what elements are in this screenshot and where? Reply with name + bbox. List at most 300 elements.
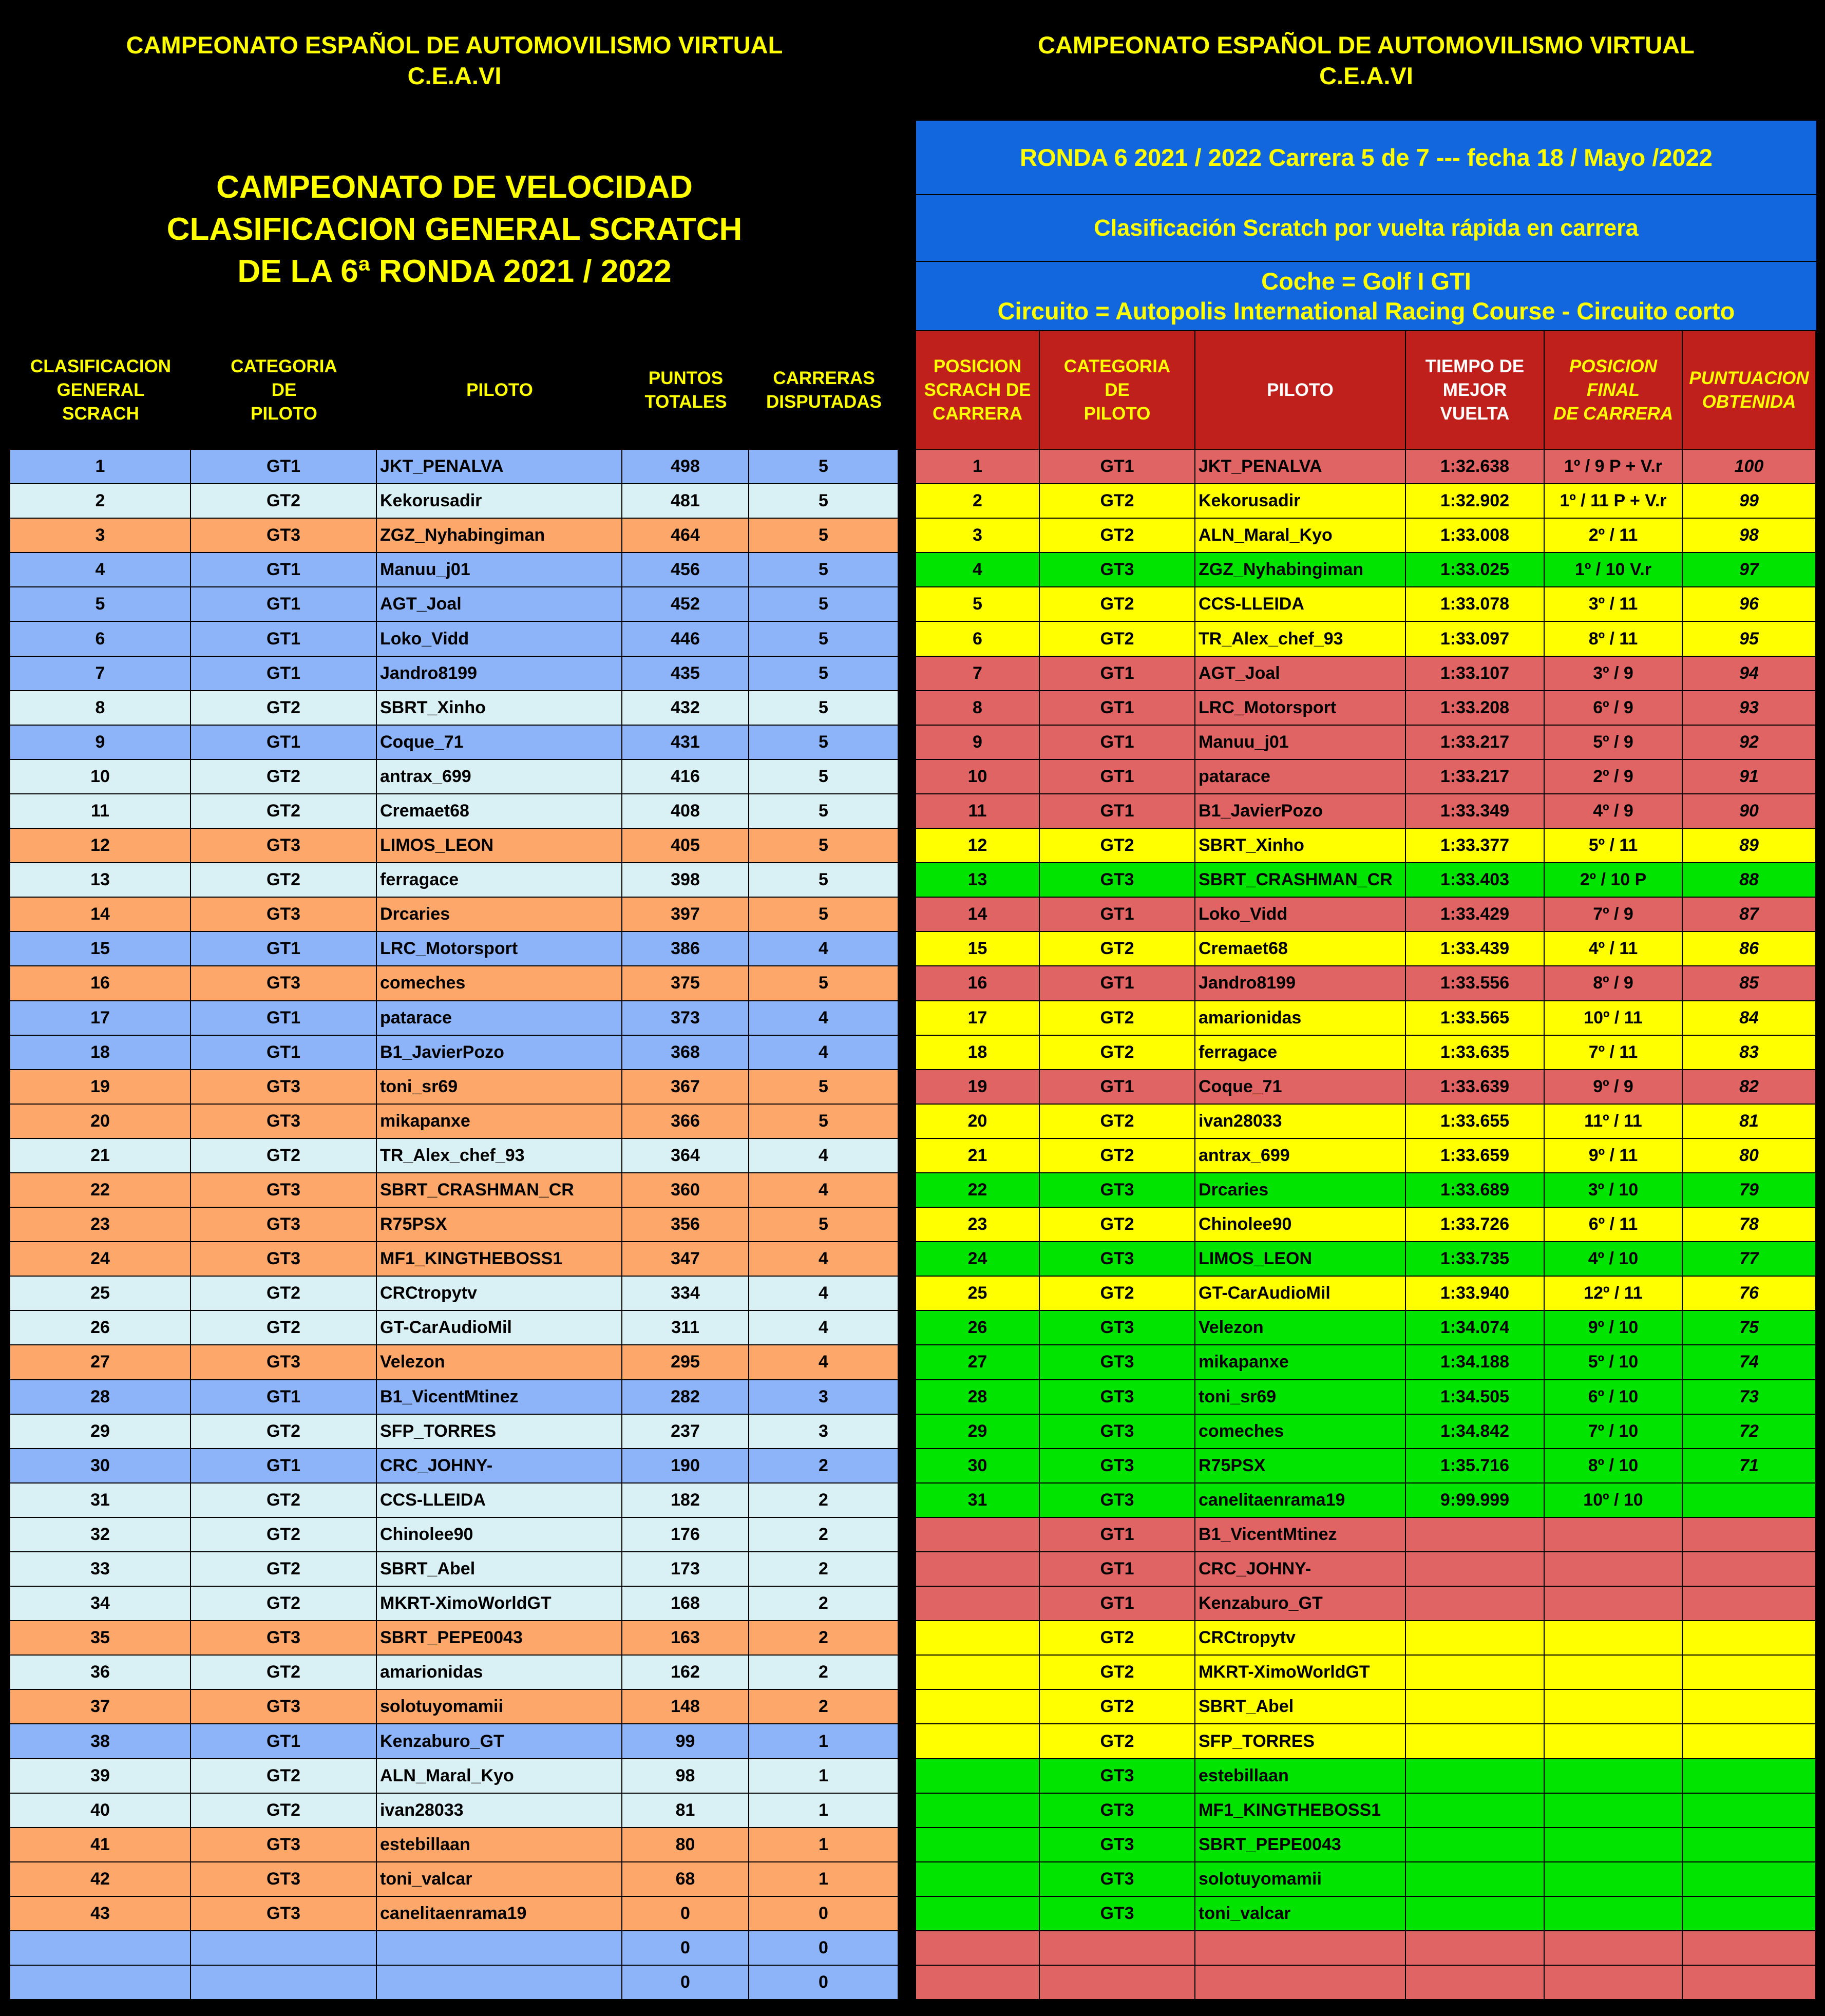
- final-position-cell: 12º / 11: [1545, 1277, 1683, 1311]
- general-position-cell: 41: [10, 1828, 191, 1862]
- race-position-cell: [916, 1518, 1040, 1552]
- best-lap-cell: 1:34.505: [1406, 1380, 1545, 1415]
- pilot-cell: ALN_Maral_Kyo: [377, 1759, 622, 1794]
- points-obtained-cell: [1683, 1897, 1816, 1931]
- category-cell: GT2: [191, 794, 377, 829]
- best-lap-cell: 1:33.403: [1406, 863, 1545, 898]
- best-lap-cell: 1:33.940: [1406, 1277, 1545, 1311]
- points-obtained-cell: 79: [1683, 1173, 1816, 1208]
- race-result-row: [916, 1173, 1816, 1208]
- left-org-name: CAMPEONATO ESPAÑOL DE AUTOMOVILISMO VIRTUAL: [126, 31, 783, 59]
- total-points-cell: 173: [622, 1552, 749, 1587]
- race-position-cell: 16: [916, 966, 1040, 1001]
- standings-row: [10, 1931, 899, 1966]
- col-header-race-pilot: PILOTO: [1195, 331, 1406, 449]
- final-position-cell: 2º / 10 P: [1545, 863, 1683, 898]
- race-pilot-cell: [1195, 1966, 1406, 2000]
- race-category-cell: GT1: [1040, 450, 1195, 484]
- general-position-cell: 7: [10, 657, 191, 691]
- race-position-cell: 1: [916, 450, 1040, 484]
- general-position-cell: 12: [10, 829, 191, 863]
- best-lap-cell: 1:32.902: [1406, 484, 1545, 519]
- points-obtained-cell: 97: [1683, 553, 1816, 587]
- general-position-cell: [10, 1966, 191, 2000]
- race-position-cell: [916, 1690, 1040, 1724]
- race-category-cell: GT1: [1040, 794, 1195, 829]
- general-position-cell: 19: [10, 1070, 191, 1105]
- race-pilot-cell: Manuu_j01: [1195, 726, 1406, 760]
- pilot-cell: R75PSX: [377, 1208, 622, 1242]
- race-result-row: [916, 760, 1816, 794]
- race-category-cell: GT2: [1040, 1724, 1195, 1759]
- total-points-cell: 81: [622, 1794, 749, 1828]
- total-points-cell: 295: [622, 1345, 749, 1380]
- total-points-cell: 163: [622, 1621, 749, 1656]
- race-pilot-cell: B1_VicentMtinez: [1195, 1518, 1406, 1552]
- points-obtained-cell: 96: [1683, 587, 1816, 622]
- points-obtained-cell: 90: [1683, 794, 1816, 829]
- final-position-cell: [1545, 1966, 1683, 2000]
- total-points-cell: 398: [622, 863, 749, 898]
- race-result-row: [916, 1931, 1816, 1966]
- standings-row: [10, 1105, 899, 1139]
- total-points-cell: 0: [622, 1931, 749, 1966]
- race-pilot-cell: CCS-LLEIDA: [1195, 587, 1406, 622]
- final-position-cell: 7º / 9: [1545, 898, 1683, 932]
- total-points-cell: 98: [622, 1759, 749, 1794]
- pilot-cell: SBRT_PEPE0043: [377, 1621, 622, 1656]
- race-position-cell: [916, 1931, 1040, 1966]
- race-category-cell: GT3: [1040, 1311, 1195, 1345]
- race-category-cell: GT3: [1040, 1380, 1195, 1415]
- races-played-cell: 2: [749, 1690, 899, 1724]
- points-obtained-cell: 81: [1683, 1105, 1816, 1139]
- car-circuit-box: [916, 262, 1816, 331]
- race-category-cell: GT2: [1040, 622, 1195, 656]
- category-cell: GT3: [191, 1345, 377, 1380]
- general-position-cell: 2: [10, 484, 191, 519]
- race-result-row: [916, 1001, 1816, 1036]
- general-position-cell: 31: [10, 1484, 191, 1518]
- races-played-cell: 4: [749, 932, 899, 966]
- standings-row: [10, 1724, 899, 1759]
- points-obtained-cell: [1683, 1621, 1816, 1656]
- total-points-cell: 176: [622, 1518, 749, 1552]
- standings-row: [10, 622, 899, 656]
- general-position-cell: 10: [10, 760, 191, 794]
- pilot-cell: Velezon: [377, 1345, 622, 1380]
- col-header-pilot: PILOTO: [466, 380, 533, 400]
- race-result-row: [916, 726, 1816, 760]
- standings-row: [10, 553, 899, 587]
- category-cell: GT2: [191, 1587, 377, 1621]
- final-position-cell: 9º / 11: [1545, 1139, 1683, 1173]
- category-cell: GT2: [191, 1759, 377, 1794]
- standings-row: [10, 1380, 899, 1415]
- race-category-cell: GT3: [1040, 1828, 1195, 1862]
- pilot-cell: patarace: [377, 1001, 622, 1036]
- race-category-cell: GT2: [1040, 484, 1195, 519]
- best-lap-cell: [1406, 1862, 1545, 1897]
- pilot-cell: LRC_Motorsport: [377, 932, 622, 966]
- race-result-row: [916, 1449, 1816, 1484]
- points-obtained-cell: [1683, 1724, 1816, 1759]
- race-result-row: [916, 553, 1816, 587]
- total-points-cell: 375: [622, 966, 749, 1001]
- race-position-cell: 30: [916, 1449, 1040, 1484]
- round-info: RONDA 6 2021 / 2022 Carrera 5 de 7 --- fecha 18 / Mayo /2022: [1020, 143, 1713, 171]
- race-category-cell: GT3: [1040, 1862, 1195, 1897]
- race-result-row: [916, 1552, 1816, 1587]
- total-points-cell: 367: [622, 1070, 749, 1105]
- final-position-cell: [1545, 1552, 1683, 1587]
- points-obtained-cell: 83: [1683, 1036, 1816, 1070]
- category-cell: GT2: [191, 1277, 377, 1311]
- race-result-row: [916, 450, 1816, 484]
- race-result-row: [916, 932, 1816, 966]
- final-position-cell: 10º / 11: [1545, 1001, 1683, 1036]
- car-info: Coche = Golf I GTI: [1261, 267, 1471, 295]
- points-obtained-cell: 100: [1683, 450, 1816, 484]
- pilot-cell: SBRT_Abel: [377, 1552, 622, 1587]
- final-position-cell: [1545, 1759, 1683, 1794]
- points-obtained-cell: 91: [1683, 760, 1816, 794]
- races-played-cell: 2: [749, 1587, 899, 1621]
- race-position-cell: 18: [916, 1036, 1040, 1070]
- standings-row: [10, 1001, 899, 1036]
- race-pilot-cell: Loko_Vidd: [1195, 898, 1406, 932]
- pilot-cell: SBRT_Xinho: [377, 691, 622, 726]
- general-position-cell: 8: [10, 691, 191, 726]
- final-position-cell: 8º / 10: [1545, 1449, 1683, 1484]
- standings-row: [10, 1208, 899, 1242]
- general-position-cell: 36: [10, 1656, 191, 1690]
- race-category-cell: GT3: [1040, 1449, 1195, 1484]
- race-pilot-cell: JKT_PENALVA: [1195, 450, 1406, 484]
- general-position-cell: 6: [10, 622, 191, 656]
- race-pilot-cell: ivan28033: [1195, 1105, 1406, 1139]
- category-cell: GT2: [191, 1484, 377, 1518]
- standings-row: [10, 1759, 899, 1794]
- race-position-cell: 15: [916, 932, 1040, 966]
- race-result-row: [916, 829, 1816, 863]
- races-played-cell: 4: [749, 1001, 899, 1036]
- total-points-cell: 0: [622, 1966, 749, 2000]
- category-cell: GT3: [191, 1621, 377, 1656]
- standings-row: [10, 1794, 899, 1828]
- total-points-cell: 237: [622, 1415, 749, 1449]
- category-cell: GT1: [191, 932, 377, 966]
- right-table-header: [916, 331, 1816, 449]
- general-position-cell: [10, 1931, 191, 1966]
- race-category-cell: GT1: [1040, 1070, 1195, 1105]
- standings-row: [10, 1139, 899, 1173]
- final-position-cell: 1º / 11 P + V.r: [1545, 484, 1683, 519]
- best-lap-cell: 9:99.999: [1406, 1484, 1545, 1518]
- race-category-cell: GT2: [1040, 1690, 1195, 1724]
- standings-row: [10, 1311, 899, 1345]
- points-obtained-cell: 99: [1683, 484, 1816, 519]
- general-position-cell: 24: [10, 1242, 191, 1277]
- points-obtained-cell: 86: [1683, 932, 1816, 966]
- pilot-cell: SFP_TORRES: [377, 1415, 622, 1449]
- points-obtained-cell: [1683, 1587, 1816, 1621]
- race-position-cell: 23: [916, 1208, 1040, 1242]
- points-obtained-cell: [1683, 1794, 1816, 1828]
- points-obtained-cell: [1683, 1690, 1816, 1724]
- race-pilot-cell: CRC_JOHNY-: [1195, 1552, 1406, 1587]
- race-category-cell: GT1: [1040, 1552, 1195, 1587]
- standings-row: [10, 1484, 899, 1518]
- best-lap-cell: 1:33.735: [1406, 1242, 1545, 1277]
- total-points-cell: 168: [622, 1587, 749, 1621]
- final-position-cell: [1545, 1828, 1683, 1862]
- race-position-cell: [916, 1587, 1040, 1621]
- race-pilot-cell: GT-CarAudioMil: [1195, 1277, 1406, 1311]
- race-category-cell: GT3: [1040, 1345, 1195, 1380]
- race-category-cell: GT2: [1040, 1208, 1195, 1242]
- best-lap-cell: [1406, 1828, 1545, 1862]
- general-position-cell: 27: [10, 1345, 191, 1380]
- best-lap-cell: 1:33.208: [1406, 691, 1545, 726]
- subtitle-box: [916, 195, 1816, 262]
- points-obtained-cell: 87: [1683, 898, 1816, 932]
- points-obtained-cell: 94: [1683, 657, 1816, 691]
- standings-row: [10, 932, 899, 966]
- races-played-cell: 4: [749, 1173, 899, 1208]
- races-played-cell: 3: [749, 1380, 899, 1415]
- category-cell: [191, 1966, 377, 2000]
- best-lap-cell: 1:33.078: [1406, 587, 1545, 622]
- race-position-cell: [916, 1621, 1040, 1656]
- best-lap-cell: 1:33.565: [1406, 1001, 1545, 1036]
- race-category-cell: GT3: [1040, 1794, 1195, 1828]
- total-points-cell: 405: [622, 829, 749, 863]
- races-played-cell: 5: [749, 587, 899, 622]
- standings-row: [10, 1345, 899, 1380]
- race-category-cell: GT3: [1040, 553, 1195, 587]
- race-result-row: [916, 1380, 1816, 1415]
- races-played-cell: 5: [749, 966, 899, 1001]
- left-main-title: [10, 166, 899, 293]
- final-position-cell: 7º / 11: [1545, 1036, 1683, 1070]
- total-points-cell: 416: [622, 760, 749, 794]
- race-position-cell: 8: [916, 691, 1040, 726]
- total-points-cell: 162: [622, 1656, 749, 1690]
- race-result-row: [916, 1587, 1816, 1621]
- points-obtained-cell: 77: [1683, 1242, 1816, 1277]
- race-category-cell: GT1: [1040, 691, 1195, 726]
- final-position-cell: 5º / 9: [1545, 726, 1683, 760]
- race-category-cell: GT2: [1040, 1656, 1195, 1690]
- races-played-cell: 2: [749, 1621, 899, 1656]
- best-lap-cell: 1:32.638: [1406, 450, 1545, 484]
- pilot-cell: CCS-LLEIDA: [377, 1484, 622, 1518]
- races-played-cell: 3: [749, 1415, 899, 1449]
- best-lap-cell: 1:33.556: [1406, 966, 1545, 1001]
- race-pilot-cell: comeches: [1195, 1415, 1406, 1449]
- pilot-cell: Coque_71: [377, 726, 622, 760]
- total-points-cell: 148: [622, 1690, 749, 1724]
- races-played-cell: 5: [749, 657, 899, 691]
- total-points-cell: 432: [622, 691, 749, 726]
- race-pilot-cell: B1_JavierPozo: [1195, 794, 1406, 829]
- race-pilot-cell: Kekorusadir: [1195, 484, 1406, 519]
- pilot-cell: ivan28033: [377, 1794, 622, 1828]
- pilot-cell: MKRT-XimoWorldGT: [377, 1587, 622, 1621]
- race-result-row: [916, 1518, 1816, 1552]
- points-obtained-cell: [1683, 1518, 1816, 1552]
- category-cell: GT2: [191, 1794, 377, 1828]
- total-points-cell: 373: [622, 1001, 749, 1036]
- races-played-cell: 4: [749, 1311, 899, 1345]
- race-position-cell: 28: [916, 1380, 1040, 1415]
- pilot-cell: mikapanxe: [377, 1105, 622, 1139]
- best-lap-cell: [1406, 1518, 1545, 1552]
- final-position-cell: 11º / 11: [1545, 1105, 1683, 1139]
- race-result-row: [916, 657, 1816, 691]
- final-position-cell: [1545, 1724, 1683, 1759]
- pilot-cell: [377, 1966, 622, 2000]
- best-lap-cell: 1:33.635: [1406, 1036, 1545, 1070]
- race-pilot-cell: SBRT_Xinho: [1195, 829, 1406, 863]
- race-position-cell: [916, 1759, 1040, 1794]
- category-cell: GT3: [191, 1208, 377, 1242]
- race-position-cell: 9: [916, 726, 1040, 760]
- race-pilot-cell: LRC_Motorsport: [1195, 691, 1406, 726]
- right-org-title: [916, 30, 1816, 91]
- standings-row: [10, 829, 899, 863]
- standings-row: [10, 657, 899, 691]
- races-played-cell: 2: [749, 1518, 899, 1552]
- category-cell: GT3: [191, 966, 377, 1001]
- race-pilot-cell: TR_Alex_chef_93: [1195, 622, 1406, 656]
- standings-row: [10, 1862, 899, 1897]
- final-position-cell: [1545, 1690, 1683, 1724]
- race-category-cell: GT2: [1040, 1036, 1195, 1070]
- category-cell: GT1: [191, 587, 377, 622]
- col-header-races-played: CARRERAS DISPUTADAS: [766, 368, 882, 412]
- race-pilot-cell: toni_sr69: [1195, 1380, 1406, 1415]
- standings-row: [10, 484, 899, 519]
- final-position-cell: 3º / 9: [1545, 657, 1683, 691]
- race-result-row: [916, 1036, 1816, 1070]
- race-category-cell: GT3: [1040, 1759, 1195, 1794]
- best-lap-cell: 1:33.217: [1406, 760, 1545, 794]
- pilot-cell: GT-CarAudioMil: [377, 1311, 622, 1345]
- race-result-row: [916, 519, 1816, 553]
- final-position-cell: [1545, 1621, 1683, 1656]
- points-obtained-cell: 71: [1683, 1449, 1816, 1484]
- category-cell: GT3: [191, 1070, 377, 1105]
- races-played-cell: 1: [749, 1828, 899, 1862]
- race-result-row: [916, 863, 1816, 898]
- race-category-cell: GT3: [1040, 1415, 1195, 1449]
- col-header-general-position: CLASIFICACION GENERAL SCRACH: [30, 356, 172, 424]
- final-position-cell: 5º / 10: [1545, 1345, 1683, 1380]
- pilot-cell: toni_valcar: [377, 1862, 622, 1897]
- race-position-cell: 22: [916, 1173, 1040, 1208]
- race-category-cell: GT3: [1040, 1242, 1195, 1277]
- left-title-line2: CLASIFICACION GENERAL SCRATCH: [166, 212, 743, 247]
- general-position-cell: 40: [10, 1794, 191, 1828]
- race-position-cell: [916, 1656, 1040, 1690]
- points-obtained-cell: 88: [1683, 863, 1816, 898]
- final-position-cell: 6º / 11: [1545, 1208, 1683, 1242]
- races-played-cell: 2: [749, 1552, 899, 1587]
- races-played-cell: 4: [749, 1277, 899, 1311]
- category-cell: GT2: [191, 484, 377, 519]
- total-points-cell: 452: [622, 587, 749, 622]
- points-obtained-cell: 85: [1683, 966, 1816, 1001]
- final-position-cell: 6º / 10: [1545, 1380, 1683, 1415]
- category-cell: GT2: [191, 863, 377, 898]
- final-position-cell: 1º / 10 V.r: [1545, 553, 1683, 587]
- total-points-cell: 190: [622, 1449, 749, 1484]
- total-points-cell: 435: [622, 657, 749, 691]
- category-cell: GT2: [191, 760, 377, 794]
- final-position-cell: 8º / 11: [1545, 622, 1683, 656]
- points-obtained-cell: 98: [1683, 519, 1816, 553]
- pilot-cell: MF1_KINGTHEBOSS1: [377, 1242, 622, 1277]
- pilot-cell: LIMOS_LEON: [377, 829, 622, 863]
- final-position-cell: [1545, 1897, 1683, 1931]
- best-lap-cell: 1:33.217: [1406, 726, 1545, 760]
- races-played-cell: 4: [749, 1242, 899, 1277]
- general-position-cell: 28: [10, 1380, 191, 1415]
- pilot-cell: solotuyomamii: [377, 1690, 622, 1724]
- race-category-cell: GT1: [1040, 1518, 1195, 1552]
- race-pilot-cell: MKRT-XimoWorldGT: [1195, 1656, 1406, 1690]
- category-cell: GT2: [191, 1415, 377, 1449]
- general-position-cell: 15: [10, 932, 191, 966]
- pilot-cell: [377, 1931, 622, 1966]
- race-category-cell: GT1: [1040, 726, 1195, 760]
- standings-row: [10, 760, 899, 794]
- race-category-cell: [1040, 1931, 1195, 1966]
- race-position-cell: 29: [916, 1415, 1040, 1449]
- race-position-cell: 17: [916, 1001, 1040, 1036]
- best-lap-cell: 1:33.639: [1406, 1070, 1545, 1105]
- final-position-cell: 7º / 10: [1545, 1415, 1683, 1449]
- general-position-cell: 33: [10, 1552, 191, 1587]
- race-position-cell: 12: [916, 829, 1040, 863]
- race-subtitle: Clasificación Scratch por vuelta rápida en carrera: [1094, 215, 1639, 241]
- general-position-cell: 43: [10, 1897, 191, 1931]
- race-category-cell: GT1: [1040, 898, 1195, 932]
- general-position-cell: 37: [10, 1690, 191, 1724]
- standings-row: [10, 1656, 899, 1690]
- col-header-race-position: POSICION SCRACH DE CARRERA: [916, 331, 1040, 449]
- category-cell: GT3: [191, 1242, 377, 1277]
- standings-row: [10, 1449, 899, 1484]
- race-result-row: [916, 1277, 1816, 1311]
- standings-row: [10, 519, 899, 553]
- races-played-cell: 5: [749, 863, 899, 898]
- race-position-cell: 13: [916, 863, 1040, 898]
- race-pilot-cell: Cremaet68: [1195, 932, 1406, 966]
- race-pilot-cell: ALN_Maral_Kyo: [1195, 519, 1406, 553]
- category-cell: GT1: [191, 450, 377, 484]
- category-cell: [191, 1931, 377, 1966]
- total-points-cell: 368: [622, 1036, 749, 1070]
- race-position-cell: 27: [916, 1345, 1040, 1380]
- points-obtained-cell: [1683, 1656, 1816, 1690]
- standings-row: [10, 898, 899, 932]
- race-pilot-cell: SBRT_PEPE0043: [1195, 1828, 1406, 1862]
- total-points-cell: 311: [622, 1311, 749, 1345]
- race-position-cell: [916, 1552, 1040, 1587]
